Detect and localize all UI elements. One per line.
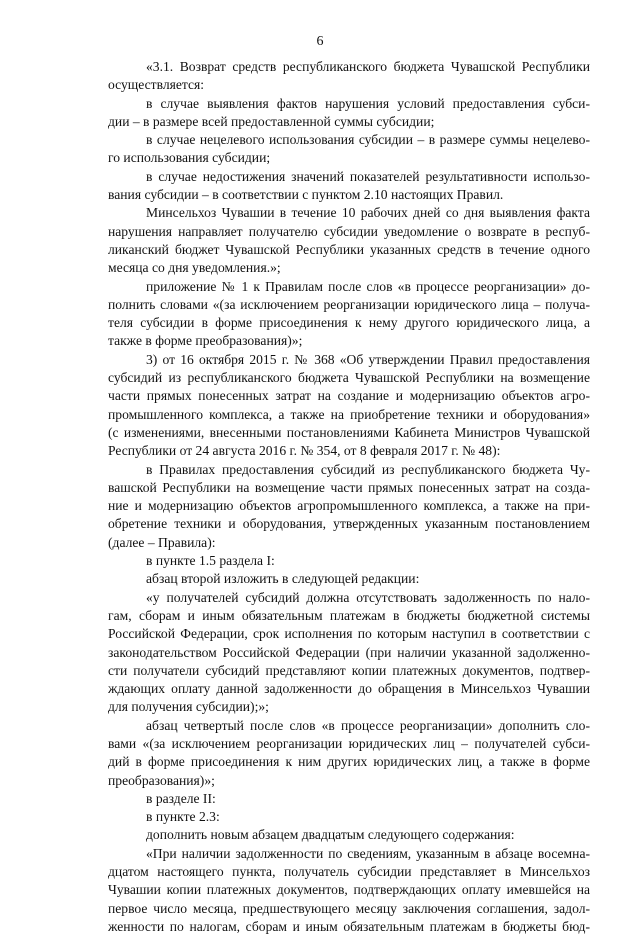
text-line: абзац четвертый после слов «в процессе реорганизации» дополнить сло- [146,717,590,733]
text-line: полнить словами «(за исключением реорганизации юридического лица – получа- [108,296,590,312]
text-line: нарушения направляет получателю субсидии уведомление о возврате в респуб- [108,223,590,239]
text-line: субсидий из республиканского бюджета Чувашской Республики на возмещение [108,370,590,386]
text-line: для получения субсидии);»; [108,699,269,715]
text-line: ликанский бюджет Чувашской Республики указанных средств в течение одного [108,241,590,257]
text-line: дополнить новым абзацем двадцатым следующего содержания: [146,827,515,843]
text-line: ние и модернизацию объектов агропромышленного комплекса, а также на при- [108,498,590,514]
text-line: преобразования)»; [108,772,215,788]
text-line: (далее – Правила): [108,534,216,550]
text-line: го использования субсидии; [108,150,271,166]
text-line: дий в форме присоединения к ним других юридических лиц, а также в форме [108,754,590,770]
text-line: в Правилах предоставления субсидий из республиканского бюджета Чу- [146,461,590,477]
text-line: месяца со дня уведомления.»; [108,260,281,276]
text-line: вания субсидии – в соответствии с пунктом 2.10 настоящих Правил. [108,187,504,203]
text-line: части прямых понесенных затрат на создание и модернизацию объектов агро- [108,388,590,404]
text-line: вашской Республики на возмещение части прямых понесенных затрат на созда- [108,479,590,495]
text-line: ждающих оплату данной задолженности до обращения в Минсельхоз Чувашии [108,681,590,697]
text-line: в случае нецелевого использования субсидии – в размере суммы нецелево- [146,132,590,148]
text-line: в случае выявления фактов нарушения условий предоставления субси- [146,95,590,111]
document-body [108,58,590,936]
text-line: «При наличии задолженности по сведениям, указанным в абзаце восемна- [146,845,590,861]
text-line: 3) от 16 октября 2015 г. № 368 «Об утверждении Правил предоставления [146,351,590,367]
text-line: Чувашии копии платежных документов, подтверждающих оплату имевшейся на [108,882,590,898]
text-line: Минсельхоз Чувашии в течение 10 рабочих дней со дня выявления факта [146,205,590,221]
text-line: в пункте 2.3: [146,809,220,825]
text-line: обретение техники и оборудования, утвержденных указанным постановлением [108,516,590,532]
text-line: дии – в размере всей предоставленной суммы субсидии; [108,113,435,129]
text-line: также в форме преобразования)»; [108,333,303,349]
text-line: вами «(за исключением реорганизации юридических лиц – получателей субси- [108,735,590,751]
page-number: 6 [316,34,324,49]
text-line: теля субсидии в форме присоединения к нему другого юридического лица, а [108,315,590,331]
text-line: «3.1. Возврат средств республиканского бюджета Чувашской Республики [146,59,590,74]
text-line: в пункте 1.5 раздела I: [146,553,275,569]
text-line: в случае недостижения значений показателей результативности использо- [146,168,590,184]
text-line: в разделе II: [146,790,216,806]
text-line: законодательством Российской Федерации (при наличии указанной задолженно- [108,644,590,660]
text-line: абзац второй изложить в следующей редакции: [146,571,420,587]
text-line: Республики от 24 августа 2016 г. № 354, от 8 февраля 2017 г. № 48): [108,443,501,459]
text-line: промышленного комплекса, а также на приобретение техники и оборудования» [108,406,590,422]
text-line: (с изменениями, внесенными постановлениями Кабинета Министров Чувашской [108,424,590,440]
text-line: осуществляется: [108,77,205,93]
text-line: дцатом настоящего пункта, получатель субсидии представляет в Минсельхоз [108,864,590,880]
text-line: сти получатели субсидий представляют копии платежных документов, подтвер- [108,662,590,678]
text-line: приложение № 1 к Правилам после слов «в процессе реорганизации» до- [146,278,590,294]
text-line: «у получателей субсидий должна отсутствовать задолженность по нало- [146,589,590,605]
text-line: женности по налогам, сборам и иным обязательным платежам в бюджеты бюд- [108,918,590,934]
text-line: гам, сборам и иным обязательным платежам в бюджеты бюджетной системы [108,607,590,623]
text-line: Российской Федерации, срок исполнения по которым наступил в соответствии с [108,626,590,642]
text-line: первое число месяца, предшествующего месяцу заключения соглашения, задол- [108,900,590,916]
